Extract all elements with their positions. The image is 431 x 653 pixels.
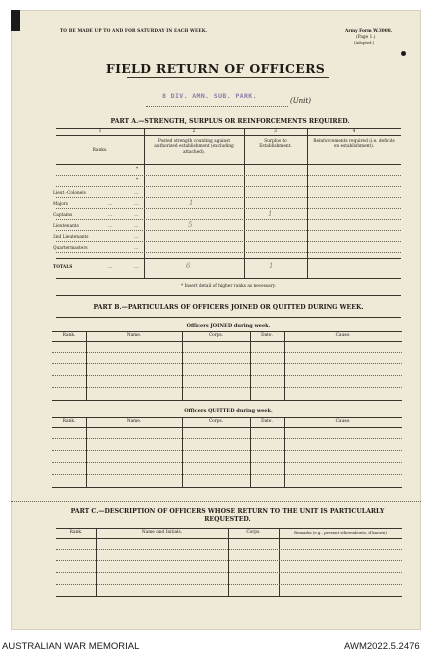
- part-a-footnote: * Insert detail of higher ranks as necessary.: [181, 284, 276, 289]
- part-b-title: PART B.—PARTICULARS OF OFFICERS JOINED OR QUITTED DURING WEEK.: [93, 304, 364, 311]
- quitted-col-name: Name.: [126, 419, 142, 424]
- col-header-posted: Posted strength counting against authorized establishment (excluding attached).: [154, 139, 234, 155]
- rank-lieut-colonels: Lieut.-Colonels: [53, 191, 86, 196]
- quitted-col-cause: Cause.: [335, 419, 351, 424]
- handwritten-lieutenants-posted: 5: [188, 221, 193, 229]
- part-c-title-line2: REQUESTED.: [204, 516, 251, 523]
- form-adopted: (Adopted.): [354, 40, 375, 45]
- rank-captains: Captains: [53, 213, 73, 218]
- rank-lieutenants: Lieutenants: [53, 224, 79, 229]
- quitted-title: Officers QUITTED during week.: [184, 408, 273, 414]
- part-c-col-rank: Rank.: [69, 530, 83, 535]
- col-number-3: 3: [274, 129, 277, 134]
- dots-quartermasters: ...: [134, 246, 139, 251]
- joined-col-cause: Cause.: [335, 333, 351, 338]
- joined-col-name: Name.: [126, 333, 142, 338]
- form-page: (Page 1.): [356, 35, 376, 40]
- binder-tab: [11, 10, 20, 31]
- col-header-surplus: Surplus to Establishment.: [259, 139, 292, 150]
- dots-majors-2: ...: [134, 202, 139, 207]
- dots-majors-1: ...: [108, 202, 113, 207]
- handwritten-majors-posted: 1: [189, 199, 194, 207]
- dots-totals-2: ...: [134, 265, 139, 270]
- rank-majors: Majors: [53, 202, 69, 207]
- dots-2nd-lieutenants: ...: [134, 235, 139, 240]
- unit-stamp: 8 DIV. AMN. SUB. PARK.: [162, 92, 257, 100]
- handwritten-totals-surplus: 1: [269, 262, 274, 270]
- quitted-col-date: Date.: [261, 419, 273, 424]
- rank-quartermasters: Quartermasters: [53, 246, 88, 251]
- totals-label: TOTALS: [53, 265, 73, 270]
- col-header-reinforcements: Reinforcements required (i.e. deficits on establishment).: [313, 139, 395, 150]
- dots-totals-1: ...: [108, 265, 113, 270]
- part-a-title: PART A.—STRENGTH, SURPLUS OR REINFORCEMENTS REQUIRED.: [110, 118, 350, 125]
- joined-col-corps: Corps.: [208, 333, 224, 338]
- title-underline: [127, 77, 329, 78]
- star-marker-2: *: [136, 178, 139, 183]
- part-b-top-rule: [56, 295, 401, 296]
- dots-captains-2: ...: [134, 213, 139, 218]
- handwritten-totals-posted: 6: [186, 262, 191, 270]
- quitted-col-rank: Rank.: [62, 419, 76, 424]
- footer-left: AUSTRALIAN WAR MEMORIAL: [2, 641, 140, 652]
- dots-lieutenants-1: ...: [108, 224, 113, 229]
- page-title: FIELD RETURN OF OFFICERS: [105, 61, 326, 76]
- part-c-title-line1: PART C.—DESCRIPTION OF OFFICERS WHOSE RETURN TO THE UNIT IS PARTICULARLY: [70, 508, 385, 515]
- dots-captains-1: ...: [108, 213, 113, 218]
- archive-footer: [0, 638, 431, 653]
- handwritten-captains-surplus: 1: [268, 210, 273, 218]
- part-c-col-corps: Corps.: [246, 530, 261, 535]
- dots-lieutenants-2: ...: [134, 224, 139, 229]
- unit-dotted-line: [146, 106, 288, 107]
- col-header-ranks: Ranks.: [92, 148, 108, 153]
- quitted-col-corps: Corps.: [208, 419, 224, 424]
- part-b-title-rule: [56, 317, 401, 318]
- col-number-4: 4: [352, 129, 356, 134]
- part-c-col-name: Name and Initials.: [141, 530, 183, 535]
- punch-hole: [401, 51, 406, 56]
- col-number-1: 1: [98, 129, 102, 134]
- part-c-perforation: [11, 501, 421, 502]
- col-number-2: 2: [192, 129, 196, 134]
- document-sheet: [11, 10, 421, 630]
- rank-2nd-lieutenants: 2nd Lieutenants: [53, 235, 89, 240]
- joined-col-rank: Rank.: [62, 333, 76, 338]
- part-c-col-remarks: Remarks (e.g., present whereabouts, if known): [294, 530, 387, 535]
- unit-label: (Unit): [290, 97, 311, 105]
- star-marker-1: *: [136, 167, 139, 172]
- footer-right: AWM2022.5.2476: [344, 641, 420, 652]
- dots-lieut-colonels: ...: [134, 191, 139, 196]
- header-note: TO BE MADE UP TO AND FOR SATURDAY IN EACH WEEK.: [60, 29, 208, 34]
- joined-title: Officers JOINED during week.: [186, 323, 271, 329]
- army-form-number: Army Form W.3008.: [345, 29, 393, 34]
- joined-col-date: Date.: [261, 333, 273, 338]
